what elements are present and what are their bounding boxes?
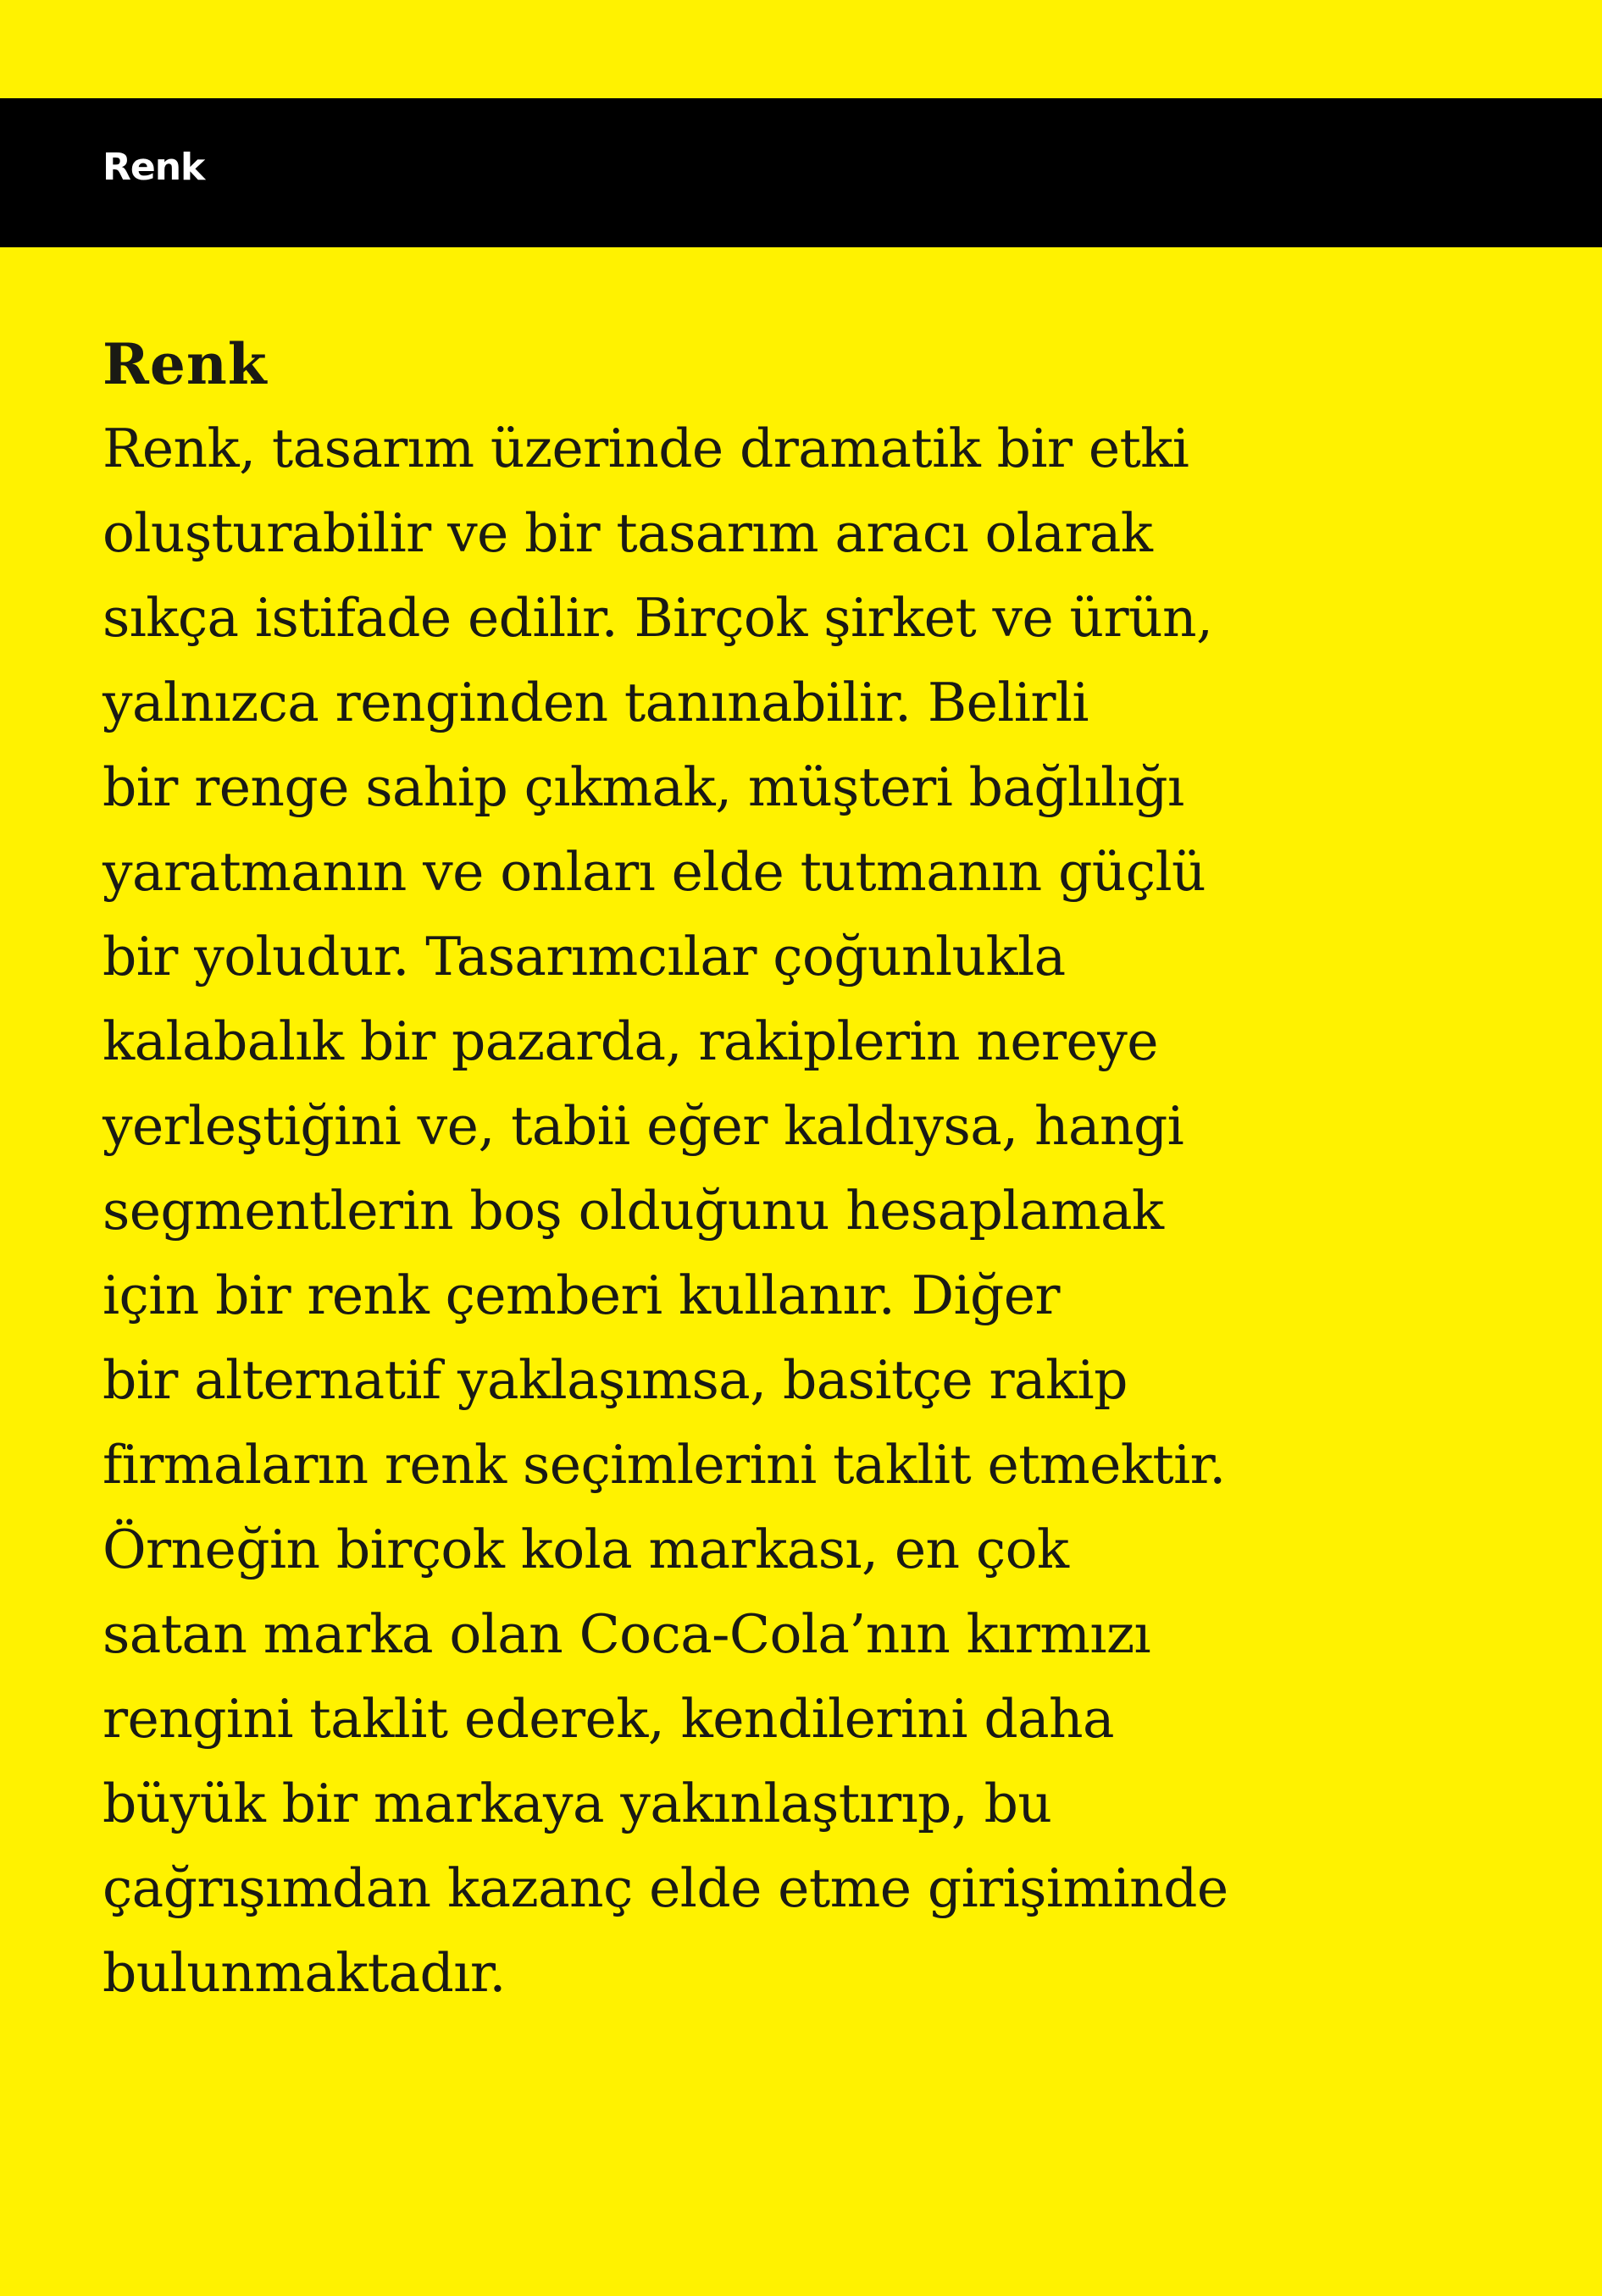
body-line: kalabalık bir pazarda, rakiplerin nereye	[103, 1010, 1158, 1072]
body-line: Renk, tasarım üzerinde dramatik bir etki	[103, 418, 1189, 479]
body-line: bir alternatif yaklaşımsa, basitçe rakip	[103, 1349, 1128, 1411]
body-line: için bir renk çemberi kullanır. Diğer	[103, 1264, 1060, 1326]
header-bar	[0, 98, 1602, 247]
body-line: bir renge sahip çıkmak, müşteri bağlılığı	[103, 756, 1184, 818]
body-line: bulunmaktadır.	[103, 1942, 506, 2004]
body-line: firmaların renk seçimlerini taklit etmektir.	[103, 1434, 1226, 1496]
body-line: büyük bir markaya yakınlaştırıp, bu	[103, 1773, 1052, 1834]
body-line: sıkça istifade edilir. Birçok şirket ve ürün,	[103, 587, 1213, 649]
body-line: segmentlerin boş olduğunu hesaplamak	[103, 1180, 1164, 1242]
body-line: satan marka olan Coca-Cola’nın kırmızı	[103, 1603, 1151, 1665]
body-line: bir yoludur. Tasarımcılar çoğunlukla	[103, 926, 1066, 988]
body-line: yalnızca renginden tanınabilir. Belirli	[103, 672, 1089, 733]
article-title: Renk	[103, 331, 268, 397]
article-body	[103, 407, 1560, 2016]
body-line: oluşturabilir ve bir tasarım aracı olarak	[103, 502, 1153, 564]
body-line: Örneğin birçok kola markası, en çok	[103, 1519, 1069, 1580]
section-label: Renk	[103, 146, 205, 189]
body-line: yerleştiğini ve, tabii eğer kaldıysa, hangi	[103, 1095, 1184, 1157]
body-line: çağrışımdan kazanç elde etme girişiminde	[103, 1857, 1228, 1919]
body-line: rengini taklit ederek, kendilerini daha	[103, 1688, 1114, 1750]
body-line: yaratmanın ve onları elde tutmanın güçlü	[103, 841, 1206, 903]
article	[103, 322, 1560, 2016]
